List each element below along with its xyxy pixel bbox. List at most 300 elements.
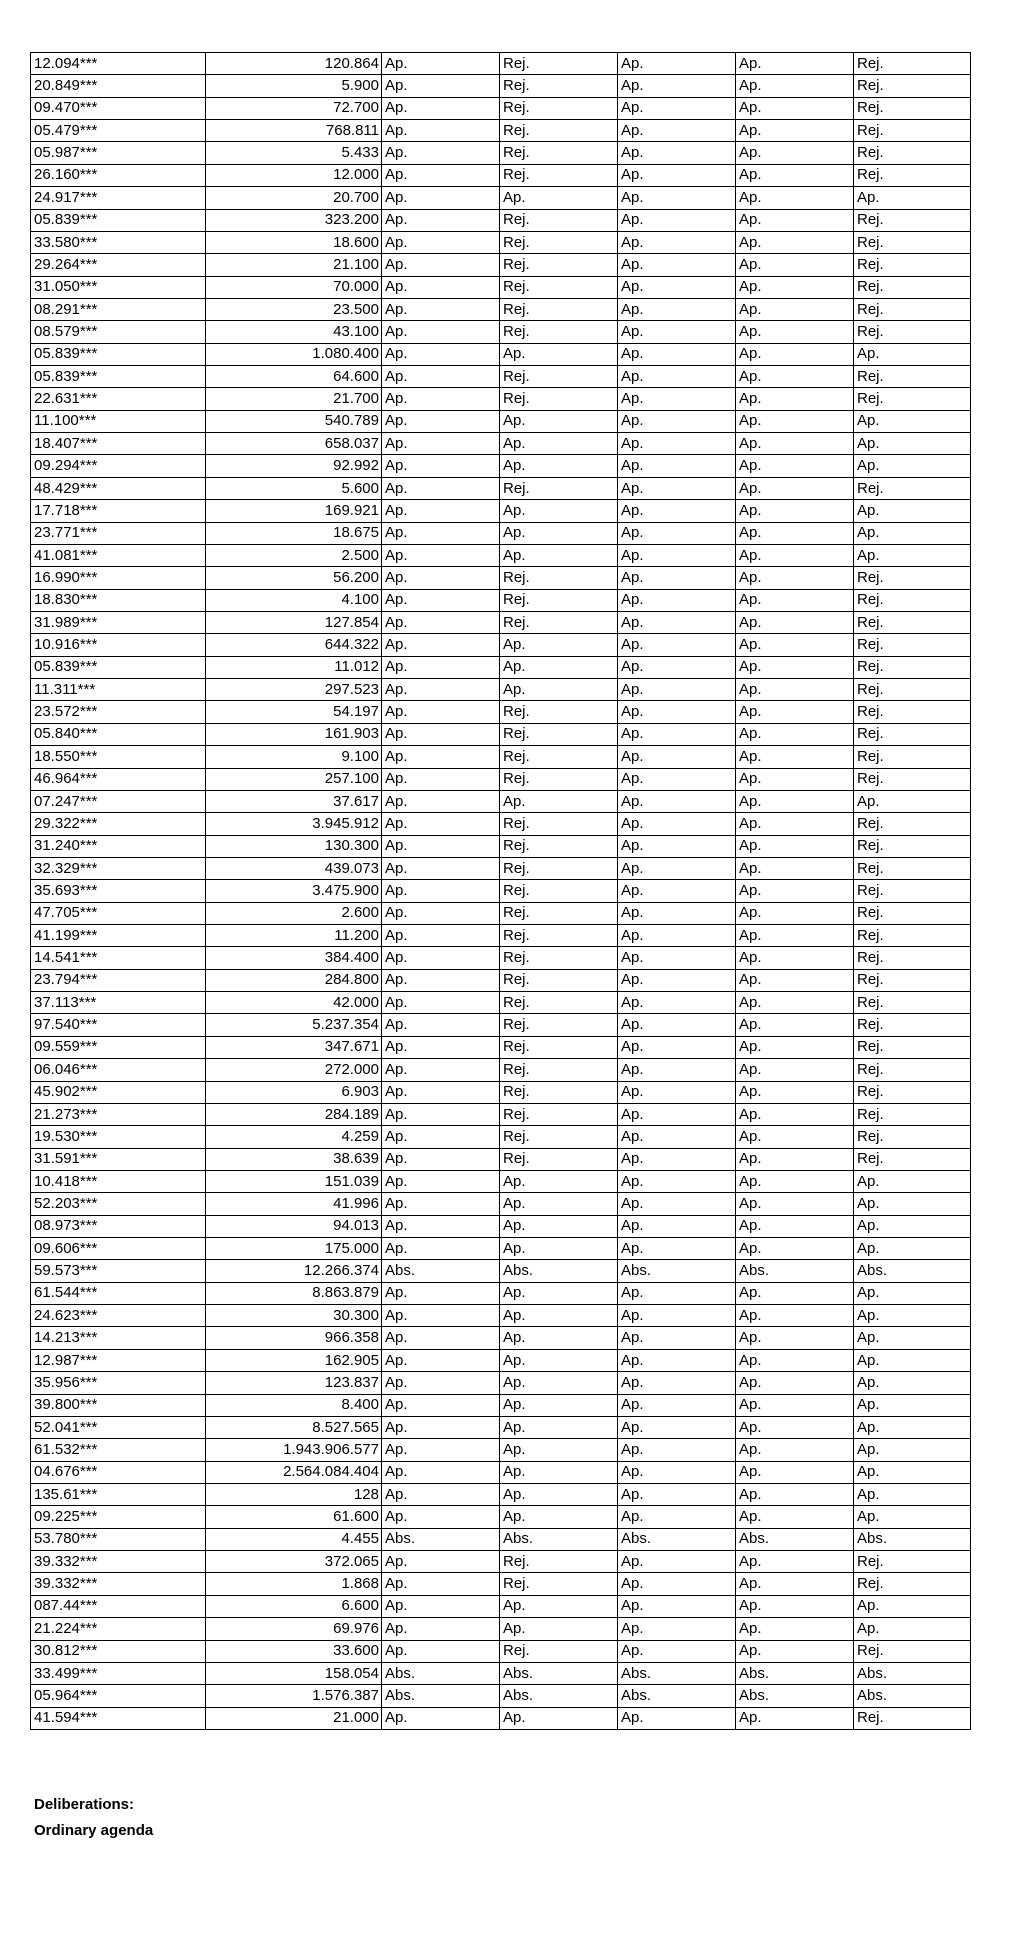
shareholder-id-cell: 087.44*** [31,1595,206,1617]
share-count-cell: 384.400 [206,947,382,969]
vote-3-cell: Ap. [618,164,736,186]
table-row [31,1260,971,1282]
vote-4-cell: Ap. [736,1059,854,1081]
shareholder-id-cell: 09.470*** [31,97,206,119]
share-count-cell: 21.700 [206,388,382,410]
vote-1-cell: Ap. [382,656,500,678]
vote-5-cell: Rej. [854,1640,971,1662]
shareholder-id-cell: 08.579*** [31,321,206,343]
share-count-cell: 21.100 [206,254,382,276]
table-row [31,1036,971,1058]
table-row [31,1595,971,1617]
vote-2-cell: Rej. [500,1640,618,1662]
vote-5-cell: Rej. [854,477,971,499]
share-count-cell: 284.189 [206,1103,382,1125]
vote-3-cell: Ap. [618,880,736,902]
table-row [31,120,971,142]
vote-3-cell: Ap. [618,500,736,522]
share-count-cell: 30.300 [206,1305,382,1327]
vote-5-cell: Ap. [854,1170,971,1192]
shareholder-id-cell: 05.840*** [31,723,206,745]
share-count-cell: 4.455 [206,1528,382,1550]
vote-2-cell: Abs. [500,1260,618,1282]
table-row [31,164,971,186]
share-count-cell: 61.600 [206,1506,382,1528]
vote-5-cell: Rej. [854,857,971,879]
table-row [31,1528,971,1550]
vote-5-cell: Rej. [854,723,971,745]
table-row [31,1372,971,1394]
vote-2-cell: Rej. [500,1103,618,1125]
shareholder-id-cell: 59.573*** [31,1260,206,1282]
share-count-cell: 768.811 [206,120,382,142]
share-count-cell: 540.789 [206,410,382,432]
table-row [31,1215,971,1237]
vote-2-cell: Rej. [500,1126,618,1148]
shareholder-id-cell: 23.771*** [31,522,206,544]
vote-2-cell: Rej. [500,723,618,745]
shareholder-id-cell: 39.332*** [31,1551,206,1573]
shareholder-id-cell: 05.839*** [31,343,206,365]
shareholder-id-cell: 10.418*** [31,1170,206,1192]
vote-4-cell: Ap. [736,1014,854,1036]
table-row [31,321,971,343]
share-count-cell: 127.854 [206,611,382,633]
shareholder-id-cell: 32.329*** [31,857,206,879]
vote-4-cell: Ap. [736,1372,854,1394]
vote-4-cell: Ap. [736,1103,854,1125]
vote-5-cell: Rej. [854,1573,971,1595]
vote-4-cell: Ap. [736,969,854,991]
vote-1-cell: Ap. [382,567,500,589]
shareholder-id-cell: 48.429*** [31,477,206,499]
vote-5-cell: Rej. [854,679,971,701]
vote-2-cell: Rej. [500,276,618,298]
vote-2-cell: Rej. [500,1081,618,1103]
vote-3-cell: Ap. [618,701,736,723]
shareholder-id-cell: 31.050*** [31,276,206,298]
vote-1-cell: Ap. [382,1193,500,1215]
vote-5-cell: Rej. [854,611,971,633]
shareholder-id-cell: 31.240*** [31,835,206,857]
shareholder-id-cell: 46.964*** [31,768,206,790]
vote-5-cell: Ap. [854,1416,971,1438]
vote-4-cell: Ap. [736,544,854,566]
vote-3-cell: Ap. [618,410,736,432]
vote-5-cell: Rej. [854,254,971,276]
vote-3-cell: Ap. [618,97,736,119]
share-count-cell: 12.000 [206,164,382,186]
table-row [31,433,971,455]
vote-1-cell: Ap. [382,679,500,701]
vote-1-cell: Ap. [382,1349,500,1371]
vote-4-cell: Ap. [736,1640,854,1662]
vote-4-cell: Ap. [736,1215,854,1237]
vote-3-cell: Abs. [618,1528,736,1550]
shareholder-id-cell: 23.572*** [31,701,206,723]
vote-1-cell: Ap. [382,723,500,745]
vote-4-cell: Ap. [736,410,854,432]
vote-5-cell: Rej. [854,75,971,97]
shareholder-id-cell: 14.213*** [31,1327,206,1349]
share-count-cell: 4.259 [206,1126,382,1148]
vote-4-cell: Ap. [736,97,854,119]
vote-2-cell: Abs. [500,1685,618,1707]
table-row [31,254,971,276]
vote-4-cell: Ap. [736,1461,854,1483]
vote-1-cell: Ap. [382,298,500,320]
vote-1-cell: Ap. [382,1215,500,1237]
table-row [31,835,971,857]
share-count-cell: 5.900 [206,75,382,97]
shareholder-id-cell: 20.849*** [31,75,206,97]
vote-1-cell: Abs. [382,1528,500,1550]
vote-4-cell: Ap. [736,209,854,231]
vote-5-cell: Rej. [854,388,971,410]
vote-4-cell: Ap. [736,679,854,701]
vote-4-cell: Ap. [736,120,854,142]
share-count-cell: 2.600 [206,902,382,924]
vote-3-cell: Ap. [618,969,736,991]
vote-4-cell: Ap. [736,835,854,857]
vote-table-body [31,53,971,1730]
vote-2-cell: Rej. [500,1551,618,1573]
vote-3-cell: Ap. [618,656,736,678]
vote-3-cell: Ap. [618,187,736,209]
vote-4-cell: Ap. [736,1282,854,1304]
table-row [31,1461,971,1483]
vote-3-cell: Ap. [618,1282,736,1304]
vote-1-cell: Ap. [382,1416,500,1438]
shareholder-id-cell: 21.224*** [31,1618,206,1640]
vote-3-cell: Ap. [618,813,736,835]
vote-1-cell: Ap. [382,902,500,924]
vote-1-cell: Ap. [382,947,500,969]
table-row [31,723,971,745]
vote-5-cell: Ap. [854,1484,971,1506]
vote-5-cell: Ap. [854,1372,971,1394]
vote-3-cell: Abs. [618,1685,736,1707]
vote-5-cell: Ap. [854,433,971,455]
table-row [31,1439,971,1461]
shareholder-id-cell: 61.532*** [31,1439,206,1461]
share-count-cell: 72.700 [206,97,382,119]
vote-2-cell: Ap. [500,1215,618,1237]
shareholder-id-cell: 11.100*** [31,410,206,432]
table-row [31,455,971,477]
vote-4-cell: Ap. [736,254,854,276]
vote-5-cell: Rej. [854,231,971,253]
vote-4-cell: Ap. [736,1081,854,1103]
table-row [31,701,971,723]
shareholder-id-cell: 04.676*** [31,1461,206,1483]
share-count-cell: 43.100 [206,321,382,343]
table-row [31,746,971,768]
shareholder-id-cell: 35.693*** [31,880,206,902]
share-count-cell: 120.864 [206,53,382,75]
vote-3-cell: Ap. [618,679,736,701]
vote-5-cell: Abs. [854,1528,971,1550]
table-row [31,1148,971,1170]
vote-2-cell: Rej. [500,388,618,410]
vote-2-cell: Rej. [500,947,618,969]
vote-5-cell: Rej. [854,1103,971,1125]
vote-4-cell: Ap. [736,1238,854,1260]
vote-5-cell: Ap. [854,522,971,544]
share-count-cell: 323.200 [206,209,382,231]
vote-2-cell: Ap. [500,1707,618,1729]
vote-5-cell: Ap. [854,1282,971,1304]
share-count-cell: 8.400 [206,1394,382,1416]
table-row [31,298,971,320]
vote-2-cell: Rej. [500,880,618,902]
shareholder-id-cell: 05.839*** [31,209,206,231]
vote-2-cell: Ap. [500,1618,618,1640]
vote-2-cell: Rej. [500,567,618,589]
shareholder-id-cell: 41.594*** [31,1707,206,1729]
vote-3-cell: Ap. [618,1193,736,1215]
vote-2-cell: Ap. [500,522,618,544]
table-row [31,1573,971,1595]
vote-2-cell: Ap. [500,1439,618,1461]
vote-5-cell: Rej. [854,835,971,857]
vote-5-cell: Rej. [854,366,971,388]
share-count-cell: 18.600 [206,231,382,253]
vote-3-cell: Ap. [618,1506,736,1528]
vote-3-cell: Ap. [618,768,736,790]
shareholder-id-cell: 41.081*** [31,544,206,566]
table-row [31,925,971,947]
vote-1-cell: Ap. [382,1282,500,1304]
vote-1-cell: Ap. [382,1461,500,1483]
vote-3-cell: Ap. [618,1081,736,1103]
vote-5-cell: Ap. [854,790,971,812]
share-count-cell: 347.671 [206,1036,382,1058]
table-row [31,992,971,1014]
vote-3-cell: Ap. [618,75,736,97]
share-count-cell: 94.013 [206,1215,382,1237]
share-count-cell: 20.700 [206,187,382,209]
vote-3-cell: Ap. [618,1461,736,1483]
vote-1-cell: Ap. [382,1707,500,1729]
vote-4-cell: Ap. [736,1707,854,1729]
shareholder-id-cell: 12.987*** [31,1349,206,1371]
vote-2-cell: Rej. [500,902,618,924]
vote-5-cell: Rej. [854,902,971,924]
share-count-cell: 372.065 [206,1551,382,1573]
vote-4-cell: Ap. [736,142,854,164]
share-count-cell: 169.921 [206,500,382,522]
share-count-cell: 54.197 [206,701,382,723]
share-count-cell: 257.100 [206,768,382,790]
vote-1-cell: Ap. [382,1439,500,1461]
shareholder-id-cell: 47.705*** [31,902,206,924]
vote-1-cell: Ap. [382,1394,500,1416]
vote-3-cell: Ap. [618,1036,736,1058]
vote-3-cell: Ap. [618,1059,736,1081]
share-count-cell: 158.054 [206,1662,382,1684]
vote-5-cell: Ap. [854,187,971,209]
vote-4-cell: Ap. [736,656,854,678]
vote-4-cell: Ap. [736,1148,854,1170]
vote-5-cell: Ap. [854,1506,971,1528]
table-row [31,500,971,522]
shareholder-id-cell: 09.559*** [31,1036,206,1058]
shareholder-id-cell: 09.294*** [31,455,206,477]
vote-5-cell: Ap. [854,343,971,365]
vote-1-cell: Ap. [382,1036,500,1058]
vote-5-cell: Rej. [854,656,971,678]
vote-4-cell: Ap. [736,1506,854,1528]
table-row [31,1551,971,1573]
shareholder-id-cell: 05.479*** [31,120,206,142]
vote-4-cell: Ap. [736,522,854,544]
table-row [31,410,971,432]
shareholder-id-cell: 09.225*** [31,1506,206,1528]
share-count-cell: 11.012 [206,656,382,678]
vote-3-cell: Ap. [618,634,736,656]
vote-2-cell: Rej. [500,969,618,991]
vote-3-cell: Ap. [618,120,736,142]
share-count-cell: 1.576.387 [206,1685,382,1707]
vote-5-cell: Ap. [854,1394,971,1416]
vote-3-cell: Ap. [618,343,736,365]
shareholder-id-cell: 11.311*** [31,679,206,701]
vote-1-cell: Ap. [382,254,500,276]
vote-5-cell: Ap. [854,410,971,432]
vote-5-cell: Rej. [854,1014,971,1036]
table-row [31,790,971,812]
vote-1-cell: Ap. [382,343,500,365]
share-count-cell: 1.080.400 [206,343,382,365]
share-count-cell: 6.600 [206,1595,382,1617]
shareholder-id-cell: 17.718*** [31,500,206,522]
vote-4-cell: Ap. [736,1484,854,1506]
table-row [31,187,971,209]
vote-2-cell: Ap. [500,1416,618,1438]
table-row [31,1126,971,1148]
vote-2-cell: Rej. [500,298,618,320]
vote-4-cell: Ap. [736,902,854,924]
vote-2-cell: Ap. [500,433,618,455]
vote-5-cell: Rej. [854,164,971,186]
shareholder-id-cell: 24.623*** [31,1305,206,1327]
share-count-cell: 4.100 [206,589,382,611]
shareholder-id-cell: 21.273*** [31,1103,206,1125]
table-row [31,589,971,611]
vote-2-cell: Ap. [500,1461,618,1483]
shareholder-id-cell: 33.499*** [31,1662,206,1684]
vote-3-cell: Ap. [618,1707,736,1729]
vote-2-cell: Rej. [500,1573,618,1595]
vote-3-cell: Ap. [618,1416,736,1438]
vote-2-cell: Ap. [500,1282,618,1304]
vote-4-cell: Ap. [736,857,854,879]
vote-4-cell: Ap. [736,276,854,298]
shareholder-id-cell: 09.606*** [31,1238,206,1260]
vote-1-cell: Ap. [382,231,500,253]
share-count-cell: 161.903 [206,723,382,745]
vote-5-cell: Rej. [854,120,971,142]
shareholder-id-cell: 10.916*** [31,634,206,656]
shareholder-id-cell: 31.591*** [31,1148,206,1170]
vote-2-cell: Rej. [500,477,618,499]
vote-1-cell: Ap. [382,433,500,455]
shareholder-id-cell: 39.800*** [31,1394,206,1416]
share-count-cell: 439.073 [206,857,382,879]
vote-2-cell: Rej. [500,321,618,343]
vote-3-cell: Abs. [618,1662,736,1684]
shareholder-id-cell: 07.247*** [31,790,206,812]
vote-4-cell: Ap. [736,813,854,835]
vote-4-cell: Ap. [736,1394,854,1416]
vote-1-cell: Ap. [382,1305,500,1327]
vote-1-cell: Ap. [382,925,500,947]
vote-1-cell: Ap. [382,388,500,410]
vote-5-cell: Rej. [854,276,971,298]
vote-5-cell: Ap. [854,455,971,477]
vote-4-cell: Ap. [736,589,854,611]
vote-1-cell: Ap. [382,1372,500,1394]
vote-4-cell: Abs. [736,1260,854,1282]
vote-1-cell: Ap. [382,969,500,991]
vote-2-cell: Ap. [500,1484,618,1506]
shareholder-id-cell: 05.987*** [31,142,206,164]
vote-1-cell: Ap. [382,97,500,119]
vote-4-cell: Ap. [736,1439,854,1461]
vote-3-cell: Ap. [618,1640,736,1662]
vote-2-cell: Ap. [500,343,618,365]
vote-4-cell: Ap. [736,1170,854,1192]
table-row [31,343,971,365]
shareholder-id-cell: 05.964*** [31,1685,206,1707]
vote-1-cell: Ap. [382,813,500,835]
vote-1-cell: Ap. [382,835,500,857]
vote-4-cell: Ap. [736,164,854,186]
vote-5-cell: Rej. [854,298,971,320]
shareholder-id-cell: 18.550*** [31,746,206,768]
share-count-cell: 658.037 [206,433,382,455]
table-row [31,1081,971,1103]
vote-4-cell: Ap. [736,75,854,97]
vote-3-cell: Ap. [618,1595,736,1617]
vote-2-cell: Ap. [500,500,618,522]
vote-2-cell: Abs. [500,1662,618,1684]
vote-4-cell: Ap. [736,701,854,723]
vote-3-cell: Ap. [618,1573,736,1595]
vote-1-cell: Ap. [382,701,500,723]
vote-2-cell: Ap. [500,1595,618,1617]
vote-2-cell: Rej. [500,835,618,857]
share-count-cell: 966.358 [206,1327,382,1349]
share-count-cell: 162.905 [206,1349,382,1371]
shareholder-id-cell: 08.291*** [31,298,206,320]
share-count-cell: 272.000 [206,1059,382,1081]
vote-2-cell: Ap. [500,634,618,656]
share-count-cell: 1.943.906.577 [206,1439,382,1461]
vote-4-cell: Ap. [736,1618,854,1640]
vote-5-cell: Rej. [854,1036,971,1058]
vote-2-cell: Rej. [500,746,618,768]
shareholder-id-cell: 19.530*** [31,1126,206,1148]
vote-4-cell: Ap. [736,1305,854,1327]
vote-1-cell: Abs. [382,1260,500,1282]
vote-3-cell: Ap. [618,992,736,1014]
vote-1-cell: Ap. [382,321,500,343]
vote-4-cell: Abs. [736,1528,854,1550]
vote-3-cell: Ap. [618,925,736,947]
vote-4-cell: Ap. [736,634,854,656]
